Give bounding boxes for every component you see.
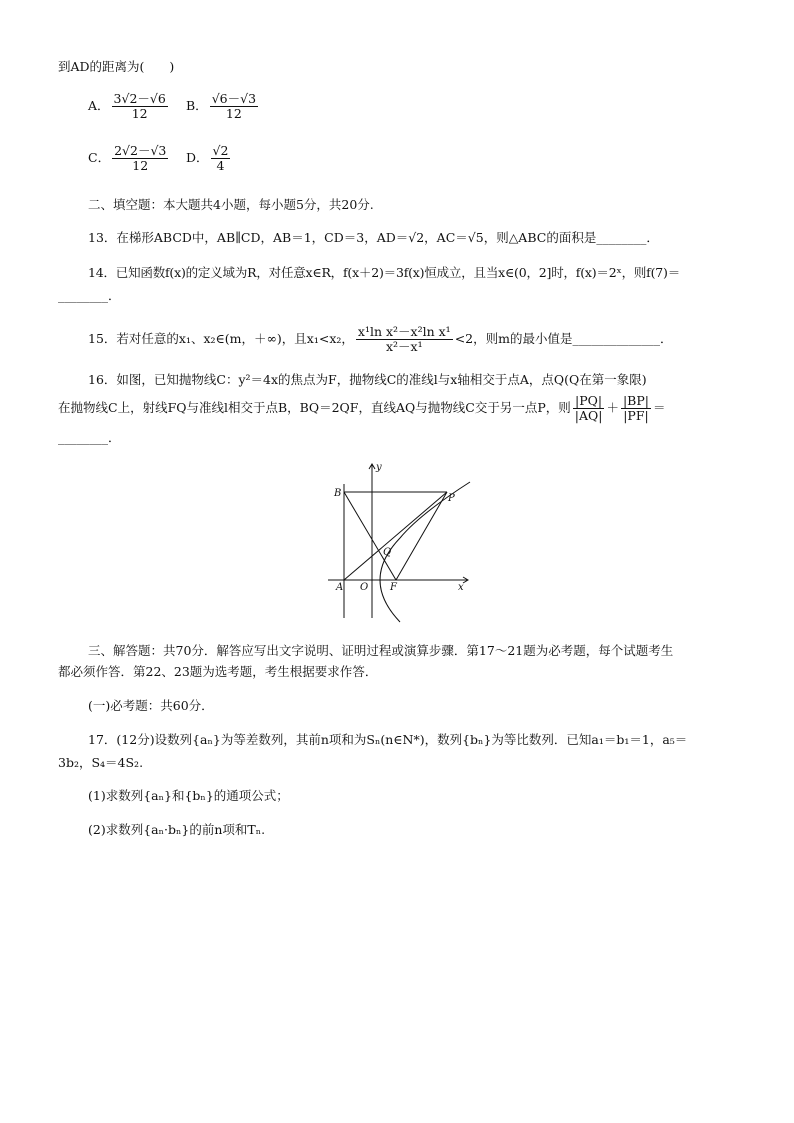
q16-equals: ＝ bbox=[652, 400, 666, 415]
section-3-line-1: 三、解答题：共70分．解答应写出文字说明、证明过程或演算步骤．第17～21题为必考题，每个试题考生 bbox=[88, 643, 674, 658]
q12-tail: 到AD的距离为( ) bbox=[58, 59, 175, 74]
question-13: 13．在梯形ABCD中，AB∥CD，AB＝1，CD＝3，AD＝√2，AC＝√5，则△ABC的面积是________． bbox=[88, 230, 659, 245]
option-d-numerator: √2 bbox=[212, 143, 229, 158]
part-1-heading: (一)必考题：共60分． bbox=[88, 698, 214, 713]
option-d bbox=[186, 144, 232, 173]
label-x: x bbox=[458, 582, 464, 593]
question-17-part-2: (2)求数列{aₙ·bₙ}的前n项和Tₙ. bbox=[88, 822, 266, 837]
option-b-numerator: √6－√3 bbox=[211, 91, 257, 106]
question-14-line-1: 14．已知函数f(x)的定义域为R，对任意x∈R，f(x＋2)＝3f(x)恒成立，且当x∈(0，2]时，f(x)＝2ˣ，则f(7)＝ bbox=[88, 265, 681, 280]
q15-denominator: x²－x¹ bbox=[385, 339, 423, 354]
question-17-line-2: 3b₂，S₄＝4S₂. bbox=[58, 755, 144, 770]
option-a-denominator: 12 bbox=[131, 106, 148, 121]
q15-suffix: <2，则m的最小值是______________． bbox=[454, 331, 673, 346]
option-c-numerator: 2√2－√3 bbox=[114, 143, 167, 158]
section-2-heading: 二、填空题：本大题共4小题，每小题5分，共20分. bbox=[88, 197, 374, 212]
q16-line2-text: 在抛物线C上，射线FQ与准线l相交于点B，BQ＝2QF，直线AQ与抛物线C交于另一点P，则 bbox=[58, 400, 571, 415]
parabola-figure bbox=[320, 458, 480, 624]
q16-frac1-num: |PQ| bbox=[575, 393, 603, 408]
option-b-denominator: 12 bbox=[225, 106, 242, 121]
q16-frac2-num: |BP| bbox=[622, 393, 649, 408]
line-fp bbox=[396, 492, 447, 580]
q16-frac2-den: |PF| bbox=[623, 408, 649, 423]
label-a: A bbox=[336, 582, 344, 593]
option-c-denominator: 12 bbox=[132, 158, 149, 173]
line-ap bbox=[344, 492, 447, 580]
section-3-line-2: 都必须作答．第22、23题为选考题，考生根据要求作答． bbox=[58, 664, 378, 679]
q15-numerator: x¹ln x²－x²ln x¹ bbox=[357, 324, 451, 339]
line-bf bbox=[344, 492, 396, 580]
q15-prefix: 15．若对任意的x₁、x₂∈(m，＋∞)，且x₁<x₂， bbox=[88, 331, 354, 346]
option-a-label: A． bbox=[88, 98, 110, 113]
question-15 bbox=[88, 322, 672, 356]
option-b-label: B． bbox=[186, 98, 208, 113]
option-c-label: C． bbox=[88, 150, 111, 165]
question-14-line-2: ________． bbox=[58, 288, 121, 303]
label-o: O bbox=[360, 582, 369, 593]
question-16-line-1: 16．如图，已知抛物线C：y²＝4x的焦点为F，抛物线C的准线l与x轴相交于点A，点Q(Q在第一象限) bbox=[88, 372, 647, 387]
option-b bbox=[186, 92, 260, 121]
option-a-numerator: 3√2－√6 bbox=[113, 91, 166, 106]
option-c bbox=[88, 144, 170, 173]
question-16-line-3: ________． bbox=[58, 430, 121, 445]
parabola-curve bbox=[380, 482, 470, 622]
option-d-label: D． bbox=[186, 150, 209, 165]
question-16-line-2 bbox=[58, 391, 666, 425]
label-b: B bbox=[334, 488, 342, 499]
label-q: Q bbox=[383, 547, 392, 558]
question-17-line-1: 17．(12分)设数列{aₙ}为等差数列，其前n项和为Sₙ(n∈N*)，数列{bₙ}为等比数列．已知a₁＝b₁＝1，a₅＝ bbox=[88, 732, 688, 747]
label-p: P bbox=[448, 493, 455, 504]
q16-frac1-den: |AQ| bbox=[574, 408, 603, 423]
question-17-part-1: (1)求数列{aₙ}和{bₙ}的通项公式； bbox=[88, 788, 289, 803]
option-d-denominator: 4 bbox=[216, 158, 225, 173]
q16-plus: ＋ bbox=[606, 400, 619, 415]
label-f: F bbox=[390, 582, 397, 593]
label-y: y bbox=[376, 462, 382, 473]
option-a bbox=[88, 92, 170, 121]
